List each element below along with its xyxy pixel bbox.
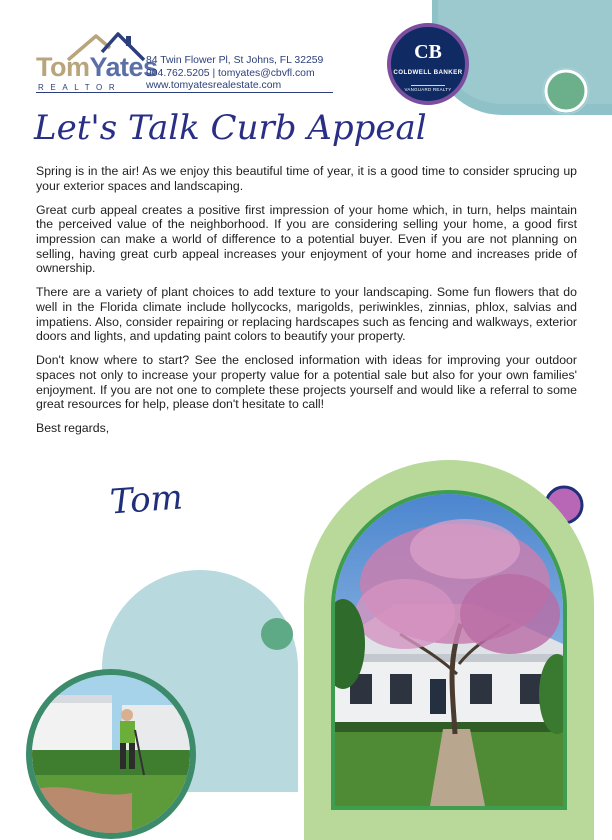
brokerage-name: COLDWELL BANKER <box>393 69 463 76</box>
closing: Best regards, <box>36 421 110 436</box>
house-photo <box>331 490 567 810</box>
realtor-logo <box>36 30 336 94</box>
house-photo-illustration <box>335 494 563 806</box>
cb-mark: CB <box>414 41 442 63</box>
paragraph: Great curb appeal creates a positive first impression of your home which, in turn, helps maintain the perceived value of the neighborhood. If you are considering selling your home, a good first impression can make a world of difference to a potential buyer. Even if you are not planning on selling, having great curb appeal increases your enjoyment of your home and increases pride of ownership. <box>36 202 577 276</box>
logo-subtitle: REALTOR <box>38 83 122 92</box>
letter-body <box>36 164 577 445</box>
badge-divider <box>411 85 445 86</box>
paragraph: Don't know where to start? See the enclosed information with ideas for improving your outdoor spaces not only to increase your property value for a potential sale but also for your own families' enjoyment. If you are not one to complete these projects yourself and would like a referral to some great resources for help, please don't hesitate to call! <box>36 353 577 412</box>
website-link[interactable]: www.tomyatesrealestate.com <box>146 80 282 91</box>
coldwell-banker-badge <box>387 23 469 105</box>
brokerage-office: VANGUARD REALTY <box>404 87 452 92</box>
logo-name: TomYates <box>36 52 158 82</box>
top-green-dot <box>546 71 586 111</box>
paragraph: There are a variety of plant choices to add texture to your landscaping. Some fun flowers that do well in the Florida climate include hollycocks, marigolds, periwinkles, zinnias, phlox, salvias and impatiens. Also, consider repairing or replacing hardscapes such as fencing and walkways, exterior doors and lights, and updating paint colors to beautify your property. <box>36 285 577 344</box>
contact-info <box>146 55 323 93</box>
gardening-photo-illustration <box>32 675 190 833</box>
gardening-photo <box>26 669 196 839</box>
page-title: Let's Talk Curb Appeal <box>34 108 427 148</box>
bottom-green-dot <box>261 618 293 650</box>
paragraph: Spring is in the air! As we enjoy this beautiful time of year, it is a good time to consider sprucing up your exterior spaces and landscaping. <box>36 164 577 193</box>
phone-email: 904.762.5205 | tomyates@cbvfl.com <box>146 67 315 79</box>
address: 84 Twin Flower Pl, St Johns, FL 32259 <box>146 55 324 66</box>
signature: Tom <box>108 477 185 523</box>
